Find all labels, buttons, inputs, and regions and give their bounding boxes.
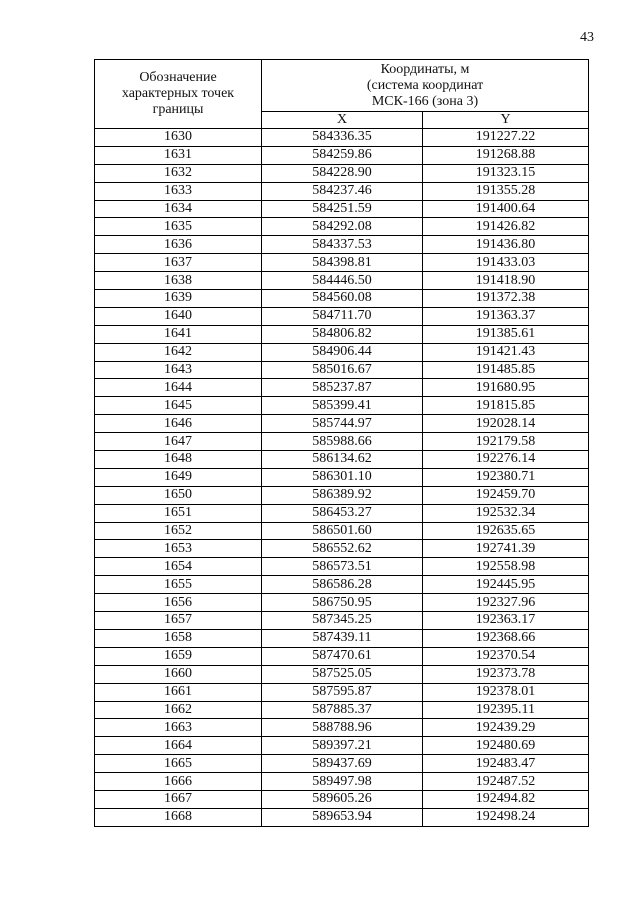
- y-coordinate-cell: 192439.29: [423, 719, 589, 737]
- y-coordinate-cell: 191421.43: [423, 343, 589, 361]
- y-coordinate-cell: 192445.95: [423, 576, 589, 594]
- header-coordinates: [262, 60, 589, 112]
- point-id-cell: 1648: [95, 451, 262, 469]
- y-coordinate-cell: 192179.58: [423, 433, 589, 451]
- x-coordinate-cell: 586750.95: [262, 594, 423, 612]
- table-row: [95, 790, 589, 808]
- table-row: [95, 665, 589, 683]
- x-coordinate-cell: 586586.28: [262, 576, 423, 594]
- table-row: [95, 612, 589, 630]
- table-row: [95, 218, 589, 236]
- x-coordinate-cell: 586389.92: [262, 486, 423, 504]
- y-coordinate-cell: 192380.71: [423, 468, 589, 486]
- point-id-cell: 1647: [95, 433, 262, 451]
- y-coordinate-cell: 191418.90: [423, 272, 589, 290]
- y-coordinate-cell: 192378.01: [423, 683, 589, 701]
- x-coordinate-cell: 589605.26: [262, 790, 423, 808]
- x-coordinate-cell: 587345.25: [262, 612, 423, 630]
- point-id-cell: 1635: [95, 218, 262, 236]
- table-body: [95, 129, 589, 827]
- x-coordinate-cell: 584237.46: [262, 182, 423, 200]
- x-coordinate-cell: 587439.11: [262, 629, 423, 647]
- x-coordinate-cell: 585988.66: [262, 433, 423, 451]
- y-coordinate-cell: 191372.38: [423, 290, 589, 308]
- table-row: [95, 486, 589, 504]
- y-coordinate-cell: 191385.61: [423, 325, 589, 343]
- y-coordinate-cell: 192487.52: [423, 773, 589, 791]
- x-coordinate-cell: 585237.87: [262, 379, 423, 397]
- x-coordinate-cell: 584711.70: [262, 307, 423, 325]
- point-id-cell: 1644: [95, 379, 262, 397]
- table-row: [95, 164, 589, 182]
- y-coordinate-cell: 191363.37: [423, 307, 589, 325]
- table-header-row: [95, 60, 589, 112]
- table-row: [95, 755, 589, 773]
- point-id-cell: 1630: [95, 129, 262, 147]
- y-coordinate-cell: 191426.82: [423, 218, 589, 236]
- table-row: [95, 558, 589, 576]
- header-y: Y: [423, 112, 589, 129]
- y-coordinate-cell: 192327.96: [423, 594, 589, 612]
- point-id-cell: 1645: [95, 397, 262, 415]
- y-coordinate-cell: 192459.70: [423, 486, 589, 504]
- point-id-cell: 1657: [95, 612, 262, 630]
- table-row: [95, 594, 589, 612]
- table-row: [95, 272, 589, 290]
- x-coordinate-cell: 586453.27: [262, 504, 423, 522]
- x-coordinate-cell: 587470.61: [262, 647, 423, 665]
- point-id-cell: 1654: [95, 558, 262, 576]
- point-id-cell: 1652: [95, 522, 262, 540]
- table-row: [95, 325, 589, 343]
- table-row: [95, 343, 589, 361]
- x-coordinate-cell: 587525.05: [262, 665, 423, 683]
- y-coordinate-cell: 192368.66: [423, 629, 589, 647]
- x-coordinate-cell: 586501.60: [262, 522, 423, 540]
- x-coordinate-cell: 584446.50: [262, 272, 423, 290]
- point-id-cell: 1649: [95, 468, 262, 486]
- y-coordinate-cell: 192741.39: [423, 540, 589, 558]
- x-coordinate-cell: 584259.86: [262, 146, 423, 164]
- x-coordinate-cell: 589653.94: [262, 808, 423, 826]
- y-coordinate-cell: 192532.34: [423, 504, 589, 522]
- point-id-cell: 1638: [95, 272, 262, 290]
- point-id-cell: 1631: [95, 146, 262, 164]
- header-coords-line2: (система координат: [366, 77, 484, 93]
- table-row: [95, 290, 589, 308]
- table-row: [95, 647, 589, 665]
- y-coordinate-cell: 192498.24: [423, 808, 589, 826]
- y-coordinate-cell: 192480.69: [423, 737, 589, 755]
- table-row: [95, 397, 589, 415]
- coordinates-table: [94, 59, 589, 827]
- y-coordinate-cell: 191400.64: [423, 200, 589, 218]
- table-row: [95, 808, 589, 826]
- table-row: [95, 200, 589, 218]
- x-coordinate-cell: 586134.62: [262, 451, 423, 469]
- x-coordinate-cell: 584292.08: [262, 218, 423, 236]
- point-id-cell: 1641: [95, 325, 262, 343]
- point-id-cell: 1658: [95, 629, 262, 647]
- point-id-cell: 1656: [95, 594, 262, 612]
- table-row: [95, 629, 589, 647]
- x-coordinate-cell: 586552.62: [262, 540, 423, 558]
- y-coordinate-cell: 192558.98: [423, 558, 589, 576]
- header-x: X: [262, 112, 423, 129]
- table-row: [95, 719, 589, 737]
- table-row: [95, 379, 589, 397]
- point-id-cell: 1643: [95, 361, 262, 379]
- x-coordinate-cell: 588788.96: [262, 719, 423, 737]
- point-id-cell: 1665: [95, 755, 262, 773]
- table-row: [95, 361, 589, 379]
- table-row: [95, 576, 589, 594]
- y-coordinate-cell: 191485.85: [423, 361, 589, 379]
- point-id-cell: 1637: [95, 254, 262, 272]
- table-row: [95, 307, 589, 325]
- x-coordinate-cell: 584806.82: [262, 325, 423, 343]
- point-id-cell: 1660: [95, 665, 262, 683]
- point-id-cell: 1662: [95, 701, 262, 719]
- y-coordinate-cell: 191815.85: [423, 397, 589, 415]
- header-point-text: Обозначение характерных точек границы: [121, 70, 235, 117]
- table-row: [95, 683, 589, 701]
- x-coordinate-cell: 584337.53: [262, 236, 423, 254]
- x-coordinate-cell: 584560.08: [262, 290, 423, 308]
- table-row: [95, 522, 589, 540]
- page-number: 43: [580, 30, 594, 45]
- x-coordinate-cell: 587595.87: [262, 683, 423, 701]
- table-row: [95, 236, 589, 254]
- x-coordinate-cell: 586301.10: [262, 468, 423, 486]
- x-coordinate-cell: 587885.37: [262, 701, 423, 719]
- x-coordinate-cell: 584398.81: [262, 254, 423, 272]
- y-coordinate-cell: 191433.03: [423, 254, 589, 272]
- y-coordinate-cell: 192635.65: [423, 522, 589, 540]
- point-id-cell: 1661: [95, 683, 262, 701]
- y-coordinate-cell: 192276.14: [423, 451, 589, 469]
- table-row: [95, 504, 589, 522]
- point-id-cell: 1668: [95, 808, 262, 826]
- point-id-cell: 1640: [95, 307, 262, 325]
- y-coordinate-cell: 192395.11: [423, 701, 589, 719]
- table-row: [95, 540, 589, 558]
- x-coordinate-cell: 589497.98: [262, 773, 423, 791]
- point-id-cell: 1632: [95, 164, 262, 182]
- x-coordinate-cell: 584906.44: [262, 343, 423, 361]
- header-point-designation: [95, 60, 262, 129]
- point-id-cell: 1634: [95, 200, 262, 218]
- table-row: [95, 451, 589, 469]
- point-id-cell: 1659: [95, 647, 262, 665]
- y-coordinate-cell: 191323.15: [423, 164, 589, 182]
- table-row: [95, 468, 589, 486]
- table-row: [95, 415, 589, 433]
- table-row: [95, 737, 589, 755]
- y-coordinate-cell: 192363.17: [423, 612, 589, 630]
- point-id-cell: 1633: [95, 182, 262, 200]
- header-coords-line3: МСК-166 (зона 3): [371, 93, 479, 109]
- point-id-cell: 1655: [95, 576, 262, 594]
- table-row: [95, 701, 589, 719]
- header-coords-line1: Координаты, м: [380, 61, 470, 77]
- point-id-cell: 1636: [95, 236, 262, 254]
- y-coordinate-cell: 192373.78: [423, 665, 589, 683]
- y-coordinate-cell: 192494.82: [423, 790, 589, 808]
- table-row: [95, 773, 589, 791]
- point-id-cell: 1651: [95, 504, 262, 522]
- x-coordinate-cell: 585744.97: [262, 415, 423, 433]
- y-coordinate-cell: 191227.22: [423, 129, 589, 147]
- point-id-cell: 1650: [95, 486, 262, 504]
- point-id-cell: 1664: [95, 737, 262, 755]
- x-coordinate-cell: 585399.41: [262, 397, 423, 415]
- point-id-cell: 1653: [95, 540, 262, 558]
- table-row: [95, 182, 589, 200]
- point-id-cell: 1646: [95, 415, 262, 433]
- x-coordinate-cell: 584228.90: [262, 164, 423, 182]
- x-coordinate-cell: 586573.51: [262, 558, 423, 576]
- table-row: [95, 254, 589, 272]
- y-coordinate-cell: 191268.88: [423, 146, 589, 164]
- table-row: [95, 146, 589, 164]
- y-coordinate-cell: 191436.80: [423, 236, 589, 254]
- table-row: [95, 433, 589, 451]
- x-coordinate-cell: 584251.59: [262, 200, 423, 218]
- y-coordinate-cell: 192370.54: [423, 647, 589, 665]
- point-id-cell: 1667: [95, 790, 262, 808]
- x-coordinate-cell: 589397.21: [262, 737, 423, 755]
- y-coordinate-cell: 192483.47: [423, 755, 589, 773]
- x-coordinate-cell: 584336.35: [262, 129, 423, 147]
- point-id-cell: 1663: [95, 719, 262, 737]
- table-row: [95, 129, 589, 147]
- x-coordinate-cell: 585016.67: [262, 361, 423, 379]
- x-coordinate-cell: 589437.69: [262, 755, 423, 773]
- point-id-cell: 1666: [95, 773, 262, 791]
- y-coordinate-cell: 192028.14: [423, 415, 589, 433]
- y-coordinate-cell: 191680.95: [423, 379, 589, 397]
- point-id-cell: 1639: [95, 290, 262, 308]
- y-coordinate-cell: 191355.28: [423, 182, 589, 200]
- point-id-cell: 1642: [95, 343, 262, 361]
